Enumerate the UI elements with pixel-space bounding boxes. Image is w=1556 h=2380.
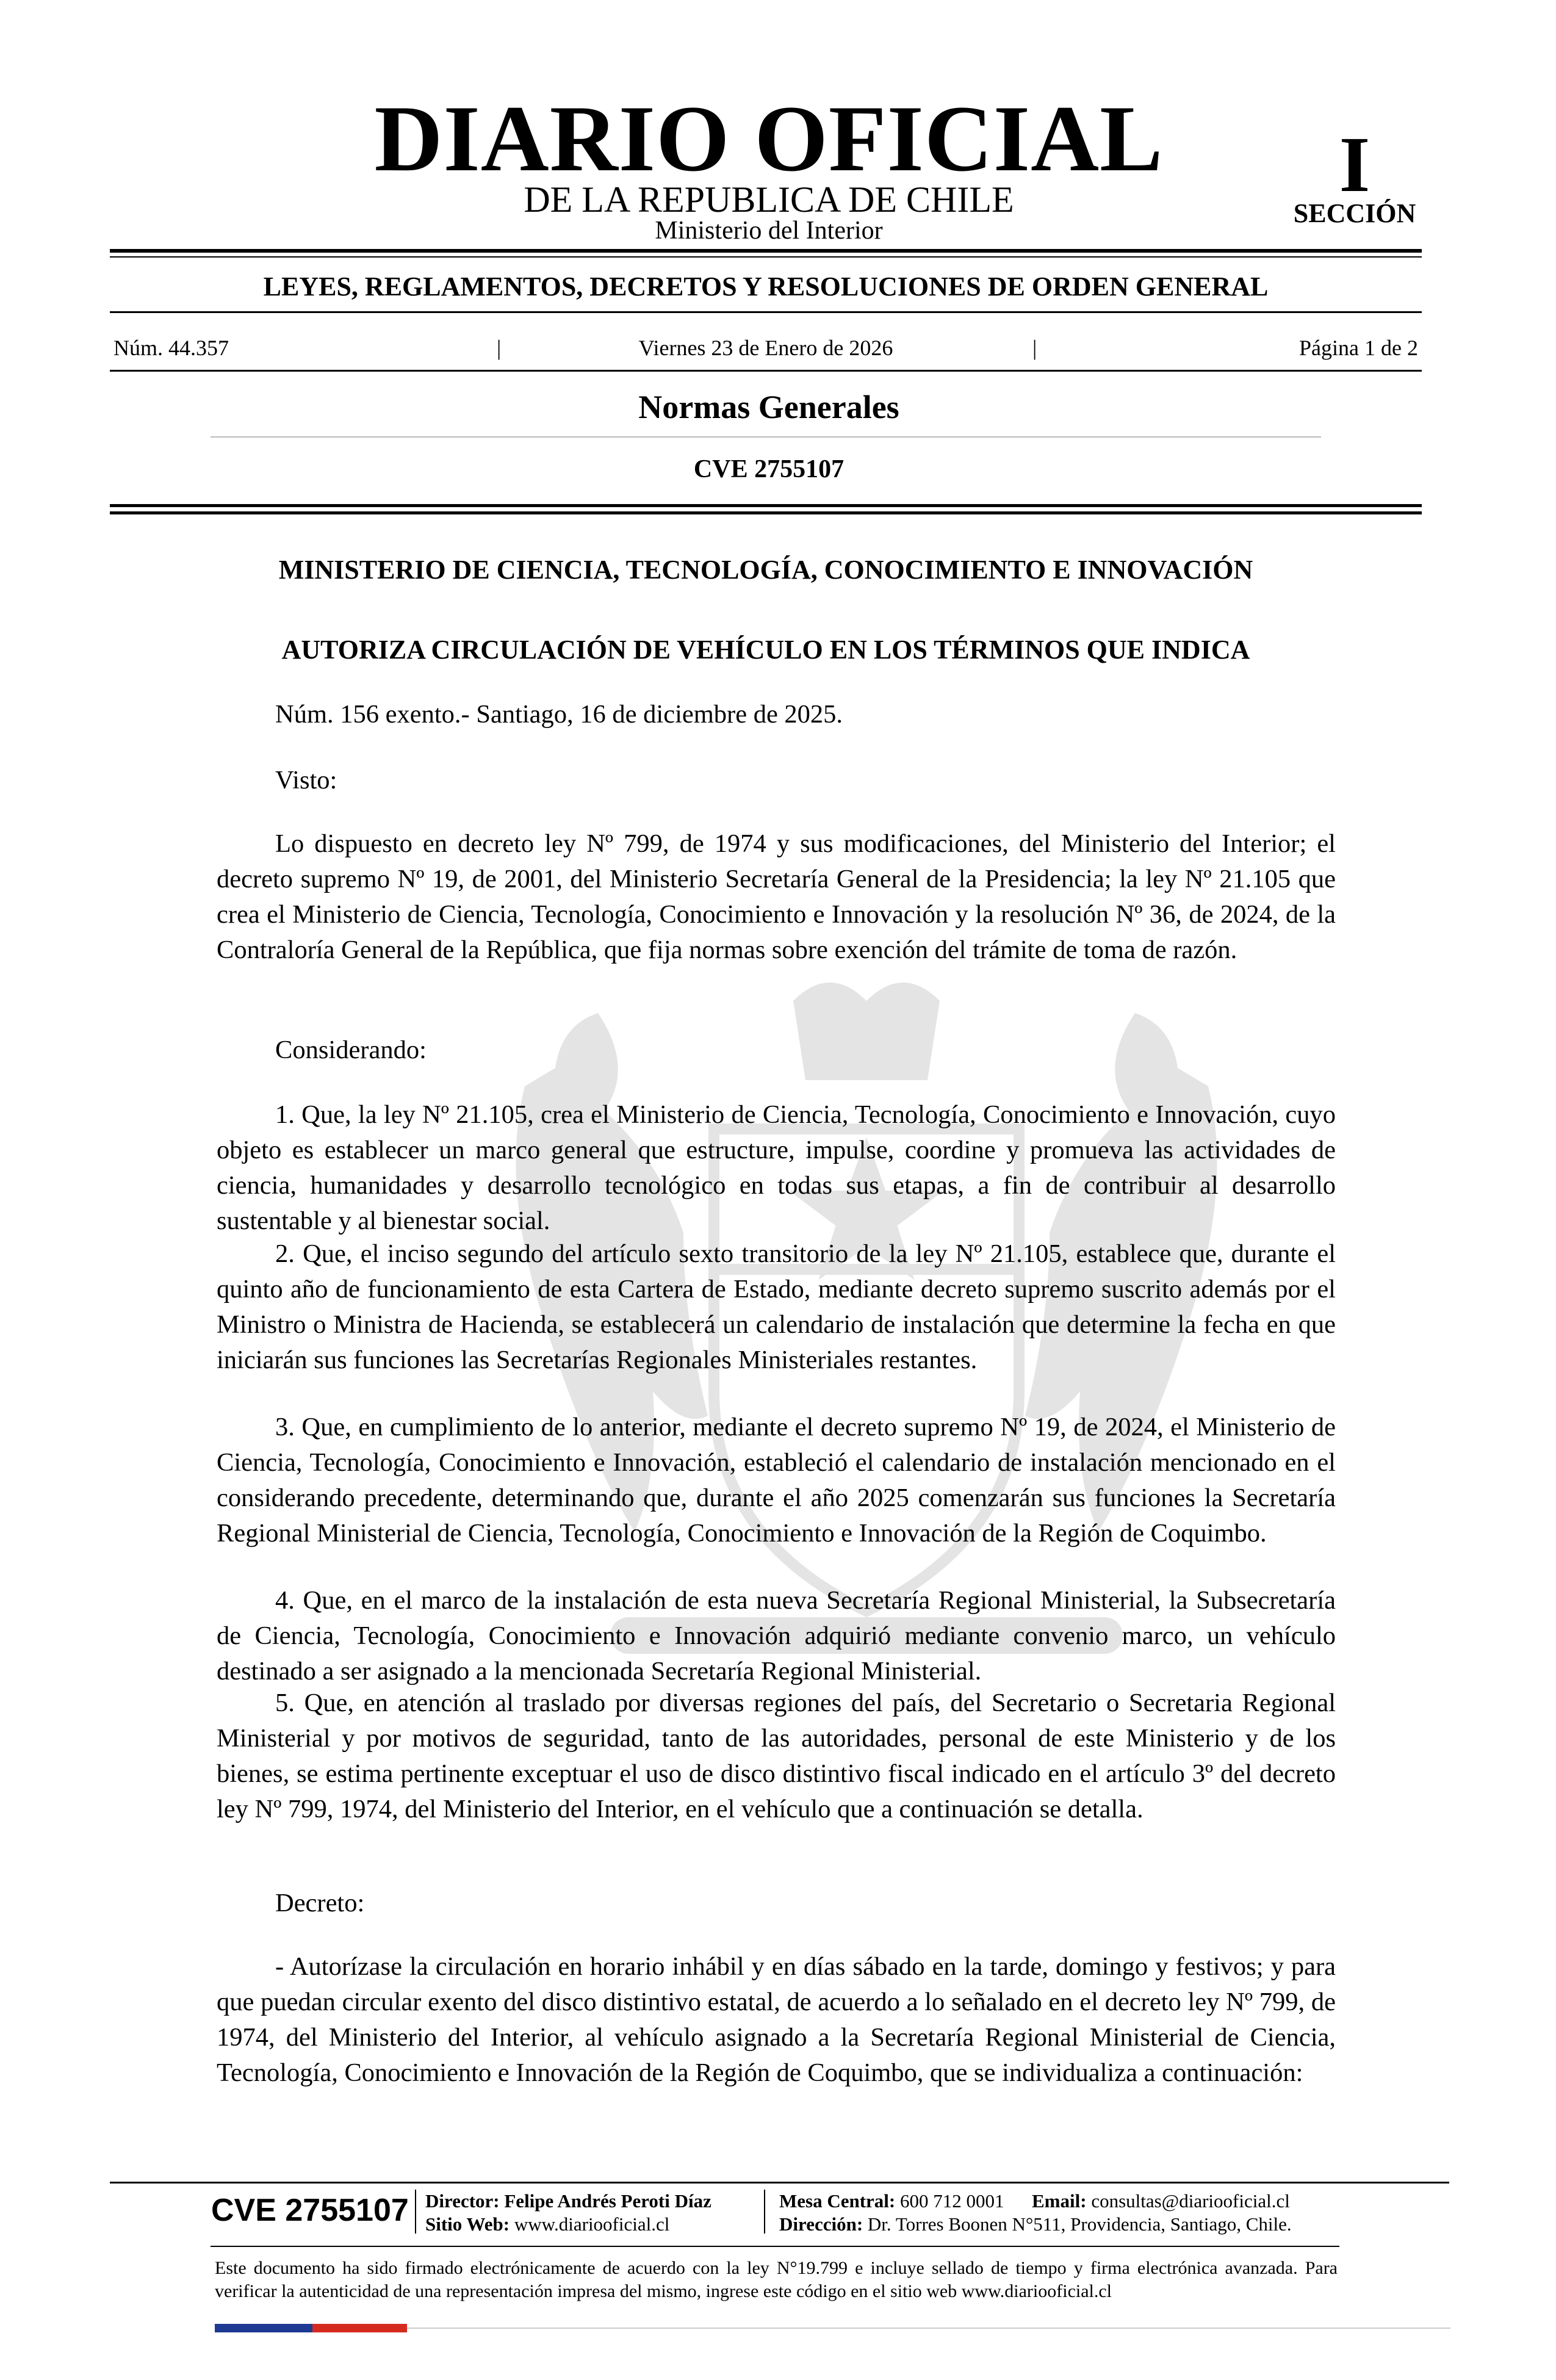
email-label: Email: <box>1032 2190 1087 2212</box>
masthead-rule-top <box>110 249 1422 253</box>
laws-rule <box>110 311 1422 313</box>
considerando-item: 3. Que, en cumplimiento de lo anterior, mediante el decreto supremo Nº 19, de 2024, el Ministerio de Ciencia, Tecnología, Conocimiento e Innovación, estableció el calendario de instalación mencionado en el considerando precedente, determinando que, durante el año 2025 comenzarán sus funciones la Secretaría Regional Ministerial de Ciencia, Tecnología, Conocimiento e Innovación de la Región de Coquimbo. <box>217 1413 1336 1548</box>
info-rule <box>110 370 1422 372</box>
bottom-rule <box>407 2328 1450 2329</box>
visto-label: Visto: <box>275 766 337 795</box>
decreto-paragraph: - Autorízase la circulación en horario inhábil y en días sábado en la tarde, domingo y festivos; y para que puedan circular exento del disco distintivo estatal, de acuerdo a lo señalado en el decreto ley Nº 799, de 1974, del Ministerio del Interior, al vehículo asignado a la Secretaría Regional Ministerial de Ciencia, Tecnología, Conocimiento e Innovación de la Región de Coquimbo, que se individualiza a continuación: <box>217 1952 1336 2087</box>
mesa-phone: 600 712 0001 <box>900 2190 1004 2212</box>
document-title: AUTORIZA CIRCULACIÓN DE VEHÍCULO EN LOS TÉRMINOS QUE INDICA <box>281 635 1250 665</box>
considerando-item: 5. Que, en atención al traslado por diversas regiones del país, del Secretario o Secretaria Regional Ministerial y por motivos de seguridad, tanto de las autoridades, personal de este Ministerio y de los bienes, se estima pertinente exceptuar el uso de disco distintivo fiscal indicado en el artículo 3º del decreto ley Nº 799, 1974, del Ministerio del Interior, en el vehículo que a continuación se detalla. <box>217 1689 1336 1823</box>
considerando-item: 2. Que, el inciso segundo del artículo sexto transitorio de la ley Nº 21.105, establece que, durante el quinto año de funcionamiento de esta Cartera de Estado, mediante decreto supremo suscrito además por el Ministro o Ministra de Hacienda, se establecerá un calendario de instalación que determine la fecha en que iniciarán sus funciones las Secretarías Regionales Ministeriales restantes. <box>217 1239 1336 1374</box>
footer-note-rule <box>211 2246 1339 2247</box>
footer-director <box>425 2190 711 2213</box>
footer-website <box>425 2213 669 2236</box>
newspaper-title: DIARIO OFICIAL <box>374 86 1164 191</box>
section-number: I <box>1339 121 1371 209</box>
section-label: SECCIÓN <box>1293 198 1416 228</box>
flag-stripe-blue <box>215 2324 312 2332</box>
decree-number-line: Núm. 156 exento.- Santiago, 16 de diciembre de 2025. <box>275 700 843 729</box>
section-rule-double-a <box>110 504 1422 507</box>
info-separator: | <box>1032 336 1037 360</box>
section-rule <box>211 436 1321 438</box>
director-label: Director: <box>425 2190 500 2212</box>
masthead-rule-thin <box>110 256 1422 258</box>
site-label: Sitio Web: <box>425 2213 510 2235</box>
flag-stripe-red <box>312 2324 407 2332</box>
ministry-line: Ministerio del Interior <box>655 217 883 245</box>
section-rule-double-b <box>110 511 1422 514</box>
page-indicator: Página 1 de 2 <box>1299 336 1418 360</box>
site-link[interactable]: www.diariooficial.cl <box>514 2213 670 2235</box>
info-separator: | <box>497 336 502 360</box>
address-label: Dirección: <box>779 2213 863 2235</box>
address-value: Dr. Torres Boonen N°511, Providencia, Santiago, Chile. <box>867 2213 1292 2235</box>
footer-cve-code: CVE 2755107 <box>211 2193 409 2228</box>
cve-code: CVE 2755107 <box>693 455 845 483</box>
footer-rule <box>110 2182 1449 2183</box>
considerando-item: 4. Que, en el marco de la instalación de esta nueva Secretaría Regional Ministerial, la Subsecretaría de Ciencia, Tecnología, Conocimiento e Innovación adquirió mediante convenio marco, un vehículo destinado a ser asignado a la mencionada Secretaría Regional Ministerial. <box>217 1586 1336 1686</box>
issue-number: Núm. 44.357 <box>113 336 229 360</box>
footer-address <box>779 2213 1292 2236</box>
decreto-label: Decreto: <box>275 1889 365 1917</box>
footer-divider <box>415 2190 416 2234</box>
footer-divider <box>764 2190 765 2234</box>
issue-info-bar <box>110 336 1422 360</box>
considerando-item: 1. Que, la ley Nº 21.105, crea el Ministerio de Ciencia, Tecnología, Conocimiento e Innovación, cuyo objeto es establecer un marco general que estructure, impulse, coordine y promueva las actividades de ciencia, humanidades y desarrollo tecnológico en todas sus etapas, a fin de contribuir al desarrollo sustentable y al bienestar social. <box>217 1100 1336 1235</box>
visto-paragraph: Lo dispuesto en decreto ley Nº 799, de 1974 y sus modificaciones, del Ministerio del Interior; el decreto supremo Nº 19, de 2001, del Ministerio Secretaría General de la Presidencia; la ley Nº 21.105 que crea el Ministerio de Ciencia, Tecnología, Conocimiento e Innovación y la resolución Nº 36, de 2024, de la Contraloría General de la República, que fija normas sobre exención del trámite de toma de razón. <box>217 829 1336 964</box>
director-name: Felipe Andrés Peroti Díaz <box>504 2190 711 2212</box>
email-link[interactable]: consultas@diariooficial.cl <box>1091 2190 1290 2212</box>
considerando-label: Considerando: <box>275 1036 427 1064</box>
ministry-heading: MINISTERIO DE CIENCIA, TECNOLOGÍA, CONOCIMIENTO E INNOVACIÓN <box>278 555 1253 585</box>
section-title: Normas Generales <box>638 389 899 425</box>
footer-verification-note: Este documento ha sido firmado electrónicamente de acuerdo con la ley N°19.799 e incluye sellado de tiempo y firma electrónica avanzada. Para verificar la autenticidad de una representación impresa del mismo, ingrese este código en el sitio web www.diariooficial.cl <box>215 2258 1338 2301</box>
footer-mesa-central <box>779 2190 1290 2213</box>
laws-line: LEYES, REGLAMENTOS, DECRETOS Y RESOLUCIONES DE ORDEN GENERAL <box>263 272 1269 301</box>
mesa-label: Mesa Central: <box>779 2190 896 2212</box>
newspaper-subtitle: DE LA REPUBLICA DE CHILE <box>524 179 1014 220</box>
issue-date: Viernes 23 de Enero de 2026 <box>638 336 893 360</box>
